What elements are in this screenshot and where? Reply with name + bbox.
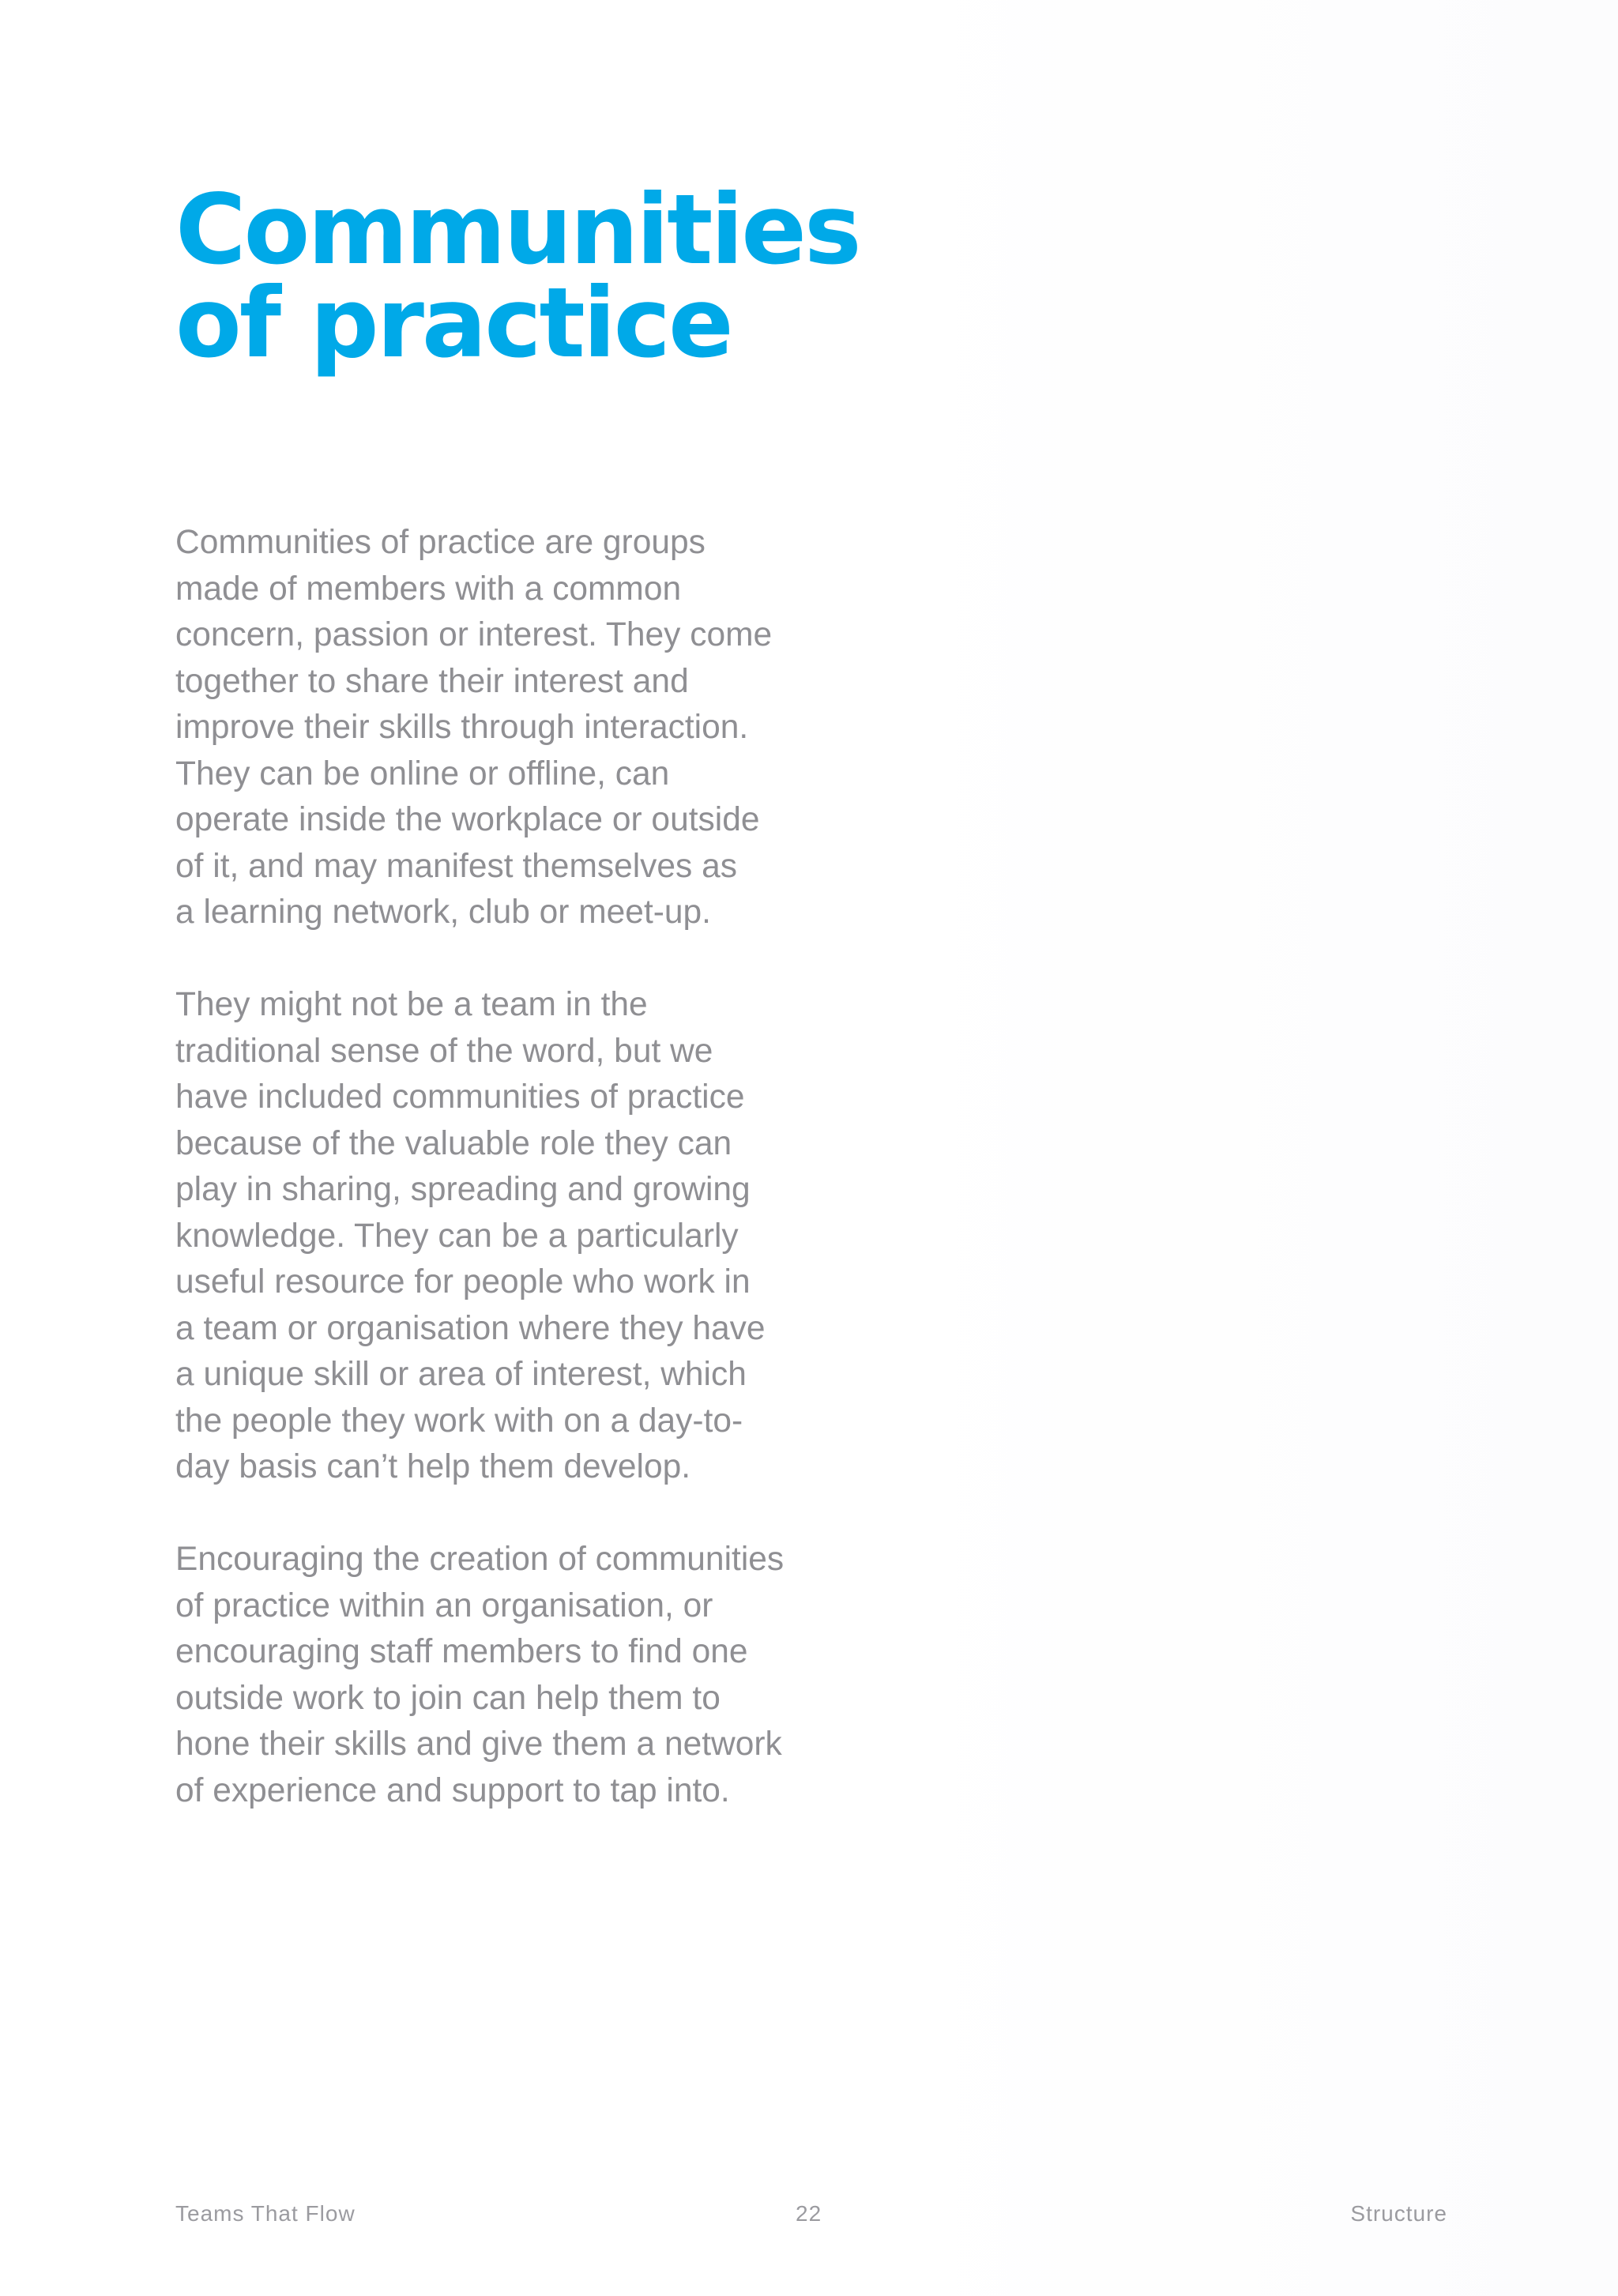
paragraph-line: Encouraging the creation of communities [175,1541,785,1578]
paragraph-line: knowledge. They can be a particularly [175,1217,739,1255]
paragraph-line: of practice within an organisation, or [175,1586,713,1624]
paragraph-line: They might not be a team in the [175,986,648,1023]
paragraph-line: traditional sense of the word, but we [175,1032,713,1070]
paragraph-line: a learning network, club or meet-up. [175,894,711,931]
paragraph-1 [175,520,807,936]
paragraph-line: concern, passion or interest. They come [175,616,773,653]
paragraph-line: improve their skills through interaction. [175,709,749,746]
paragraph-line: a team or organisation where they have [175,1309,766,1347]
paragraph-line: day basis can’t help them develop. [175,1448,691,1485]
paragraph-line: outside work to join can help them to [175,1679,721,1717]
paragraph-line: encouraging staff members to find one [175,1633,748,1670]
paragraph-3 [175,1537,807,1814]
paragraph-line: together to share their interest and [175,662,689,700]
footer-page-number: 22 [796,2201,822,2226]
body-text [175,520,807,1861]
paragraph-line: made of members with a common [175,570,682,608]
paragraph-line: hone their skills and give them a network [175,1726,782,1763]
paragraph-line: of experience and support to tap into. [175,1771,730,1809]
paragraph-line: the people they work with on a day-to- [175,1402,743,1440]
paragraph-line: a unique skill or area of interest, which [175,1356,747,1393]
page-title [175,174,860,379]
paragraph-line: They can be online or offline, can [175,755,670,792]
paragraph-line: operate inside the workplace or outside [175,801,760,838]
paragraph-line: have included communities of practice [175,1078,745,1116]
paragraph-2 [175,982,807,1491]
paragraph-line: play in sharing, spreading and growing [175,1171,751,1208]
paragraph-line: Communities of practice are groups [175,524,706,561]
page-title-line-1: Communities [175,174,860,286]
page-title-line-2: of practice [175,267,732,379]
footer-publication-title: Teams That Flow [175,2201,356,2226]
paragraph-line: because of the valuable role they can [175,1124,732,1162]
footer-section-name: Structure [1350,2201,1447,2226]
paragraph-line: of it, and may manifest themselves as [175,847,738,885]
paragraph-line: useful resource for people who work in [175,1263,751,1300]
